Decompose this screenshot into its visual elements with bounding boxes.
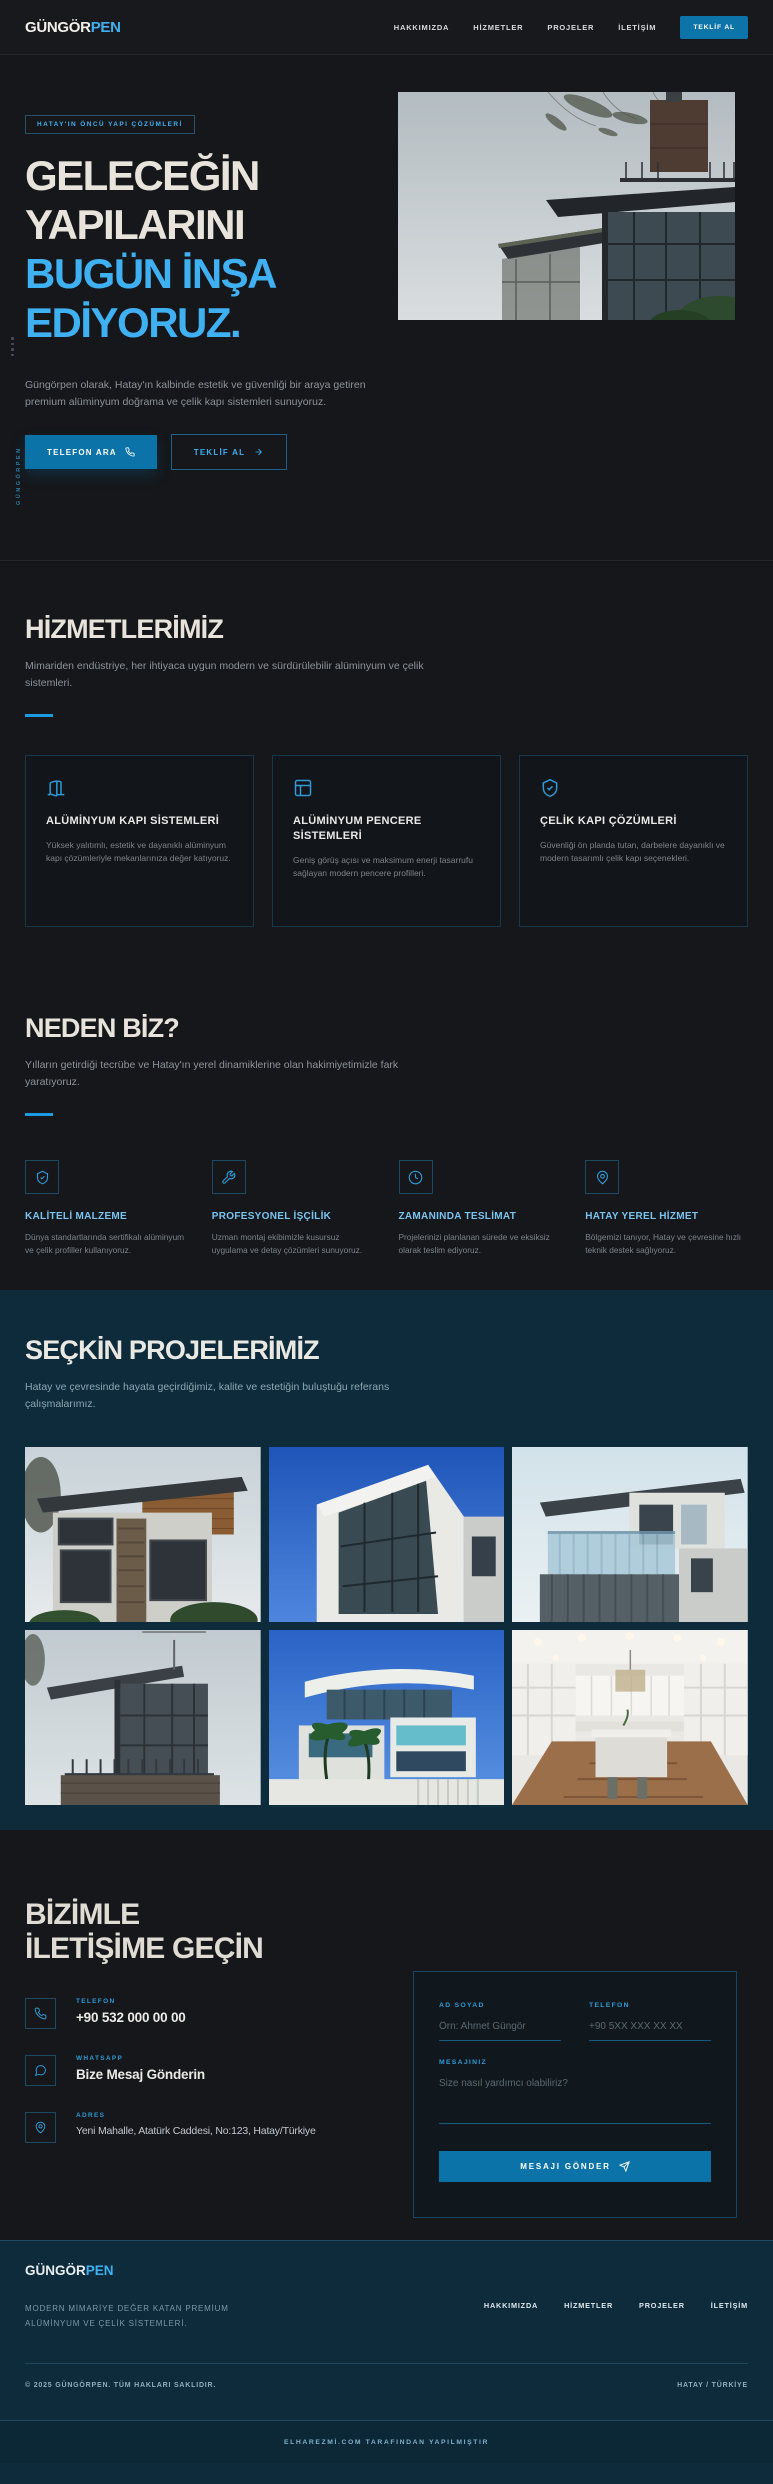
hero-title-line3: BUGÜN İNŞA xyxy=(25,250,277,297)
service-card-aluminyum-pencere[interactable] xyxy=(272,755,501,927)
hero-section xyxy=(0,55,773,560)
feature-profesyonel-iscilik xyxy=(212,1160,375,1257)
contact-title-line1: BİZİMLE xyxy=(25,1898,140,1931)
contact-whatsapp-value[interactable]: Bize Mesaj Gönderin xyxy=(76,2067,205,2082)
contact-address-value: Yeni Mahalle, Atatürk Caddesi, No:123, Hatay/Türkiye xyxy=(76,2125,316,2137)
telefon-ara-button[interactable] xyxy=(25,435,157,469)
contact-section xyxy=(0,1830,773,2240)
footer-link-projeler[interactable]: PROJELER xyxy=(639,2301,685,2310)
project-photo-6[interactable] xyxy=(512,1630,748,1805)
service-card-title: ÇELİK KAPI ÇÖZÜMLERİ xyxy=(540,815,677,827)
shield-check-icon xyxy=(540,778,727,798)
footer-link-iletisim[interactable]: İLETİŞİM xyxy=(710,2301,748,2310)
why-title: NEDEN BİZ? xyxy=(25,1013,180,1043)
wrench-icon xyxy=(212,1160,246,1194)
contact-phone-value[interactable]: +90 532 000 00 00 xyxy=(76,2010,186,2025)
footer-credit-bar xyxy=(0,2420,773,2463)
footer-nav xyxy=(484,2301,748,2331)
footer-link-hakkimizda[interactable]: HAKKIMIZDA xyxy=(483,2301,539,2310)
feature-desc: Dünya standartlarında sertifikalı alüminyum ve çelik profiller kullanıyoruz. xyxy=(25,1232,185,1255)
footer-copyright: © 2025 GÜNGÖRPEN. TÜM HAKLARI SAKLIDIR. xyxy=(25,2382,217,2389)
nav-iletisim[interactable]: İLETİŞİM xyxy=(618,22,657,32)
brand-logo xyxy=(25,19,121,36)
feature-hatay-yerel-hizmet xyxy=(585,1160,748,1257)
name-field-label: AD SOYAD xyxy=(439,2002,485,2009)
door-open-icon xyxy=(46,778,233,798)
hero-photo xyxy=(398,92,735,320)
phone-icon xyxy=(125,447,135,457)
hero-title-line2: YAPILARINI xyxy=(25,201,245,248)
hero-vertical-label: GÜNGÖRPEN xyxy=(16,446,22,505)
projects-subtitle: Hatay ve çevresinde hayata geçirdiğimiz, kalite ve estetiğin buluştuğu referans çalışmalarımız. xyxy=(25,1381,390,1410)
arrow-right-icon xyxy=(253,447,264,457)
brand-logo-primary: GÜNGÖR xyxy=(25,18,91,36)
why-us-section xyxy=(0,960,773,1290)
services-title: HİZMETLERİMİZ xyxy=(25,614,224,644)
footer-logo-primary: GÜNGÖR xyxy=(25,2263,86,2278)
main-nav xyxy=(394,16,748,39)
hero-title-line4: EDİYORUZ. xyxy=(25,299,241,346)
services-subtitle: Mimariden endüstriye, her ihtiyaca uygun modern ve sürdürülebilir alüminyum ve çelik sistemleri. xyxy=(25,660,424,689)
contact-item-label: ADRES xyxy=(76,2112,106,2119)
service-card-celik-kapi[interactable] xyxy=(519,755,748,927)
project-photo-3[interactable] xyxy=(512,1447,748,1622)
footer-credit-link[interactable]: ELHAREZMİ.COM TARAFINDAN YAPILMIŞTIR xyxy=(283,2438,490,2446)
contact-item-label: TELEFON xyxy=(76,1998,116,2005)
contact-item-adres xyxy=(25,2112,395,2143)
hero-teklif-al-button[interactable] xyxy=(171,434,287,470)
clock-icon xyxy=(399,1160,433,1194)
send-icon xyxy=(619,2161,630,2172)
feature-desc: Uzman montaj ekibimizle kusursuz uygulama ve detay çözümleri sunuyoruz. xyxy=(211,1232,363,1255)
service-card-desc: Yüksek yalıtımlı, estetik ve dayanıklı alüminyum kapı çözümleriyle mekanlarınıza değer katıyoruz. xyxy=(46,840,231,863)
why-subtitle: Yılların getirdiği tecrübe ve Hatay'ın yerel dinamiklerine olan hakimiyetimizle fark yaratıyoruz. xyxy=(25,1059,399,1088)
map-pin-icon xyxy=(25,2112,56,2143)
message-field[interactable] xyxy=(439,2066,711,2124)
feature-title: HATAY YEREL HİZMET xyxy=(585,1211,699,1222)
feature-desc: Projelerinizi planlanan sürede ve eksiksiz olarak teslim ediyoruz. xyxy=(398,1232,550,1255)
map-pin-icon xyxy=(585,1160,619,1194)
hero-teklif-al-label: TEKLİF AL xyxy=(193,447,246,457)
feature-title: ZAMANINDA TESLİMAT xyxy=(398,1211,517,1222)
mesaji-gonder-label: MESAJI GÖNDER xyxy=(520,2162,611,2171)
contact-title-line2: İLETİŞİME GEÇİN xyxy=(25,1932,264,1965)
project-photo-5[interactable] xyxy=(269,1630,505,1805)
scroll-indicator-dots xyxy=(11,337,14,356)
phone-field-label: TELEFON xyxy=(589,2002,630,2009)
brand-logo-accent: PEN xyxy=(90,18,121,36)
message-field-label: MESAJINIZ xyxy=(439,2059,487,2066)
services-section xyxy=(0,560,773,960)
footer-link-hizmetler[interactable]: HİZMETLER xyxy=(564,2301,614,2310)
telefon-ara-label: TELEFON ARA xyxy=(47,447,117,457)
contact-title xyxy=(25,1898,748,1966)
name-field[interactable] xyxy=(439,2009,561,2041)
header-teklif-al-button[interactable]: TEKLİF AL xyxy=(680,16,748,39)
chat-bubble-icon xyxy=(25,2055,56,2086)
footer-location: HATAY / TÜRKİYE xyxy=(677,2382,748,2389)
footer-divider xyxy=(25,2363,748,2364)
feature-title: KALİTELİ MALZEME xyxy=(25,1211,128,1222)
nav-hizmetler[interactable]: HİZMETLER xyxy=(473,22,524,32)
window-panels-icon xyxy=(293,778,480,798)
hero-badge: HATAY'IN ÖNCÜ YAPI ÇÖZÜMLERİ xyxy=(25,115,195,134)
accent-rule xyxy=(25,714,53,717)
service-card-title: ALÜMİNYUM KAPI SİSTEMLERİ xyxy=(46,815,220,827)
footer-tagline: MODERN MİMARİYE DEĞER KATAN PREMİUM ALÜMİNYUM VE ÇELİK SİSTEMLERİ. xyxy=(25,2304,229,2328)
site-header xyxy=(0,0,773,55)
service-card-desc: Güvenliği ön planda tutan, darbelere dayanıklı ve modern tasarımlı çelik kapı seçenekleri. xyxy=(540,840,725,863)
feature-title: PROFESYONEL İŞÇİLİK xyxy=(211,1211,332,1222)
shield-check-icon xyxy=(25,1160,59,1194)
service-card-aluminyum-kapi[interactable] xyxy=(25,755,254,927)
nav-hakkimizda[interactable]: HAKKIMIZDA xyxy=(393,22,450,32)
service-card-title: ALÜMİNYUM PENCERE SİSTEMLERİ xyxy=(293,815,422,842)
feature-zamaninda-teslimat xyxy=(399,1160,562,1257)
contact-item-telefon xyxy=(25,1998,395,2029)
contact-item-label: WHATSAPP xyxy=(76,2055,124,2062)
feature-desc: Bölgemizi tanıyor, Hatay ve çevresine hızlı teknik destek sağlıyoruz. xyxy=(585,1232,742,1255)
projects-section xyxy=(0,1290,773,1830)
phone-icon xyxy=(25,1998,56,2029)
mesaji-gonder-button[interactable] xyxy=(439,2151,711,2182)
footer-logo xyxy=(25,2263,255,2278)
project-photo-1[interactable] xyxy=(25,1447,261,1622)
service-card-desc: Geniş görüş açısı ve maksimum enerji tasarrufu sağlayan modern pencere profilleri. xyxy=(293,855,473,878)
phone-field[interactable] xyxy=(589,2009,711,2041)
project-photo-2[interactable] xyxy=(269,1447,505,1622)
contact-item-whatsapp xyxy=(25,2055,395,2086)
hero-title-line1: GELECEĞİN xyxy=(25,152,259,199)
project-photo-4[interactable] xyxy=(25,1630,261,1805)
accent-rule xyxy=(25,1113,53,1116)
projects-title: SEÇKİN PROJELERİMİZ xyxy=(25,1335,319,1365)
hero-description: Güngörpen olarak, Hatay'ın kalbinde estetik ve güvenliği bir araya getiren premium alüminyum doğrama ve çelik kapı sistemleri sunuyoruz. xyxy=(25,379,366,408)
footer-logo-accent: PEN xyxy=(85,2263,114,2278)
contact-form xyxy=(413,1971,737,2218)
nav-projeler[interactable]: PROJELER xyxy=(547,22,595,32)
site-footer xyxy=(0,2240,773,2484)
feature-kaliteli-malzeme xyxy=(25,1160,188,1257)
hero-title xyxy=(25,151,400,347)
